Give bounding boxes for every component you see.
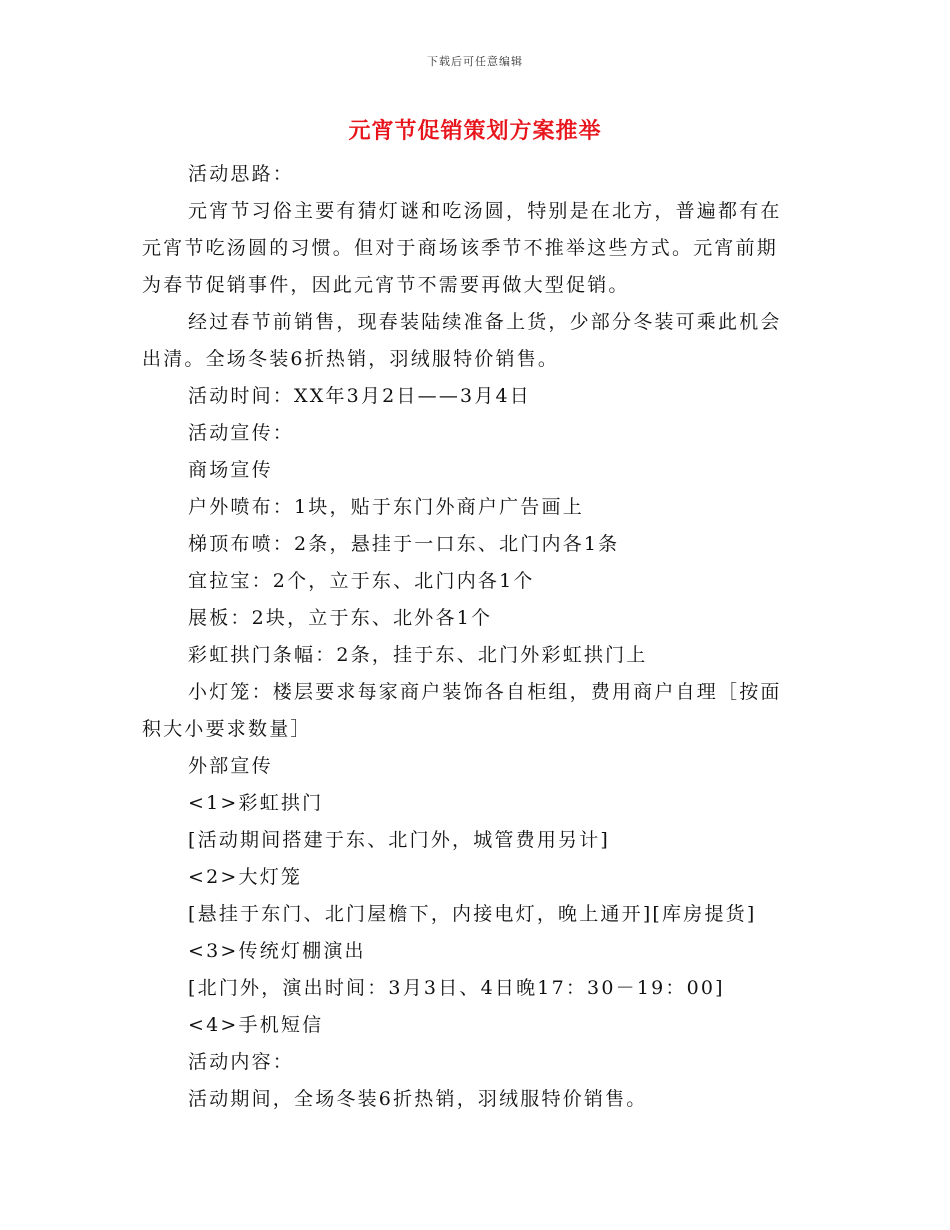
paragraph: 宜拉宝：2个，立于东、北门内各1个 [188, 570, 535, 592]
paragraph: 彩虹拱门条幅：2条，挂于东、北门外彩虹拱门上 [188, 644, 648, 666]
list-item: <4>手机短信 [188, 1014, 324, 1036]
list-item: <3>传统灯棚演出 [188, 940, 366, 962]
list-item: <1>彩虹拱门 [188, 792, 324, 814]
document-title: 元宵节促销策划方案推举 [348, 118, 602, 144]
list-item: <2>大灯笼 [188, 866, 303, 888]
paragraph-subheading: 商场宣传 [188, 459, 273, 481]
paragraph: [北门外，演出时间：3月3日、4日晚17：30－19：00] [188, 977, 725, 999]
paragraph: 活动时间：XX年3月2日——3月4日 [188, 385, 532, 407]
paragraph: 小灯笼：楼层要求每家商户装饰各自柜组，费用商户自理［按面积大小要求数量］ [142, 681, 782, 740]
paragraph-section-heading: 活动内容： [188, 1051, 295, 1073]
paragraph: [悬挂于东门、北门屋檐下，内接电灯，晚上通开][库房提货] [188, 903, 757, 925]
paragraph: [活动期间搭建于东、北门外，城管费用另计] [188, 829, 611, 851]
document-body [142, 156, 798, 1118]
paragraph-section-heading: 活动宣传： [188, 422, 295, 444]
paragraph: 户外喷布：1块，贴于东门外商户广告画上 [188, 496, 584, 518]
paragraph-section-heading: 活动思路： [188, 163, 295, 185]
paragraph: 活动期间，全场冬装6折热销，羽绒服特价销售。 [188, 1088, 648, 1110]
paragraph: 元宵节习俗主要有猜灯谜和吃汤圆，特别是在北方，普遍都有在元宵节吃汤圆的习惯。但对于商场该季节不推举这些方式。元宵前期为春节促销事件，因此元宵节不需要再做大型促销。 [142, 200, 782, 296]
header-note: 下载后可任意编辑 [427, 55, 523, 68]
paragraph: 梯顶布喷：2条，悬挂于一口东、北门内各1条 [188, 533, 620, 555]
paragraph: 展板：2块，立于东、北外各1个 [188, 607, 493, 629]
paragraph: 经过春节前销售，现春装陆续准备上货，少部分冬装可乘此机会出清。全场冬装6折热销，羽绒服特价销售。 [142, 311, 782, 370]
paragraph-subheading: 外部宣传 [188, 755, 273, 777]
